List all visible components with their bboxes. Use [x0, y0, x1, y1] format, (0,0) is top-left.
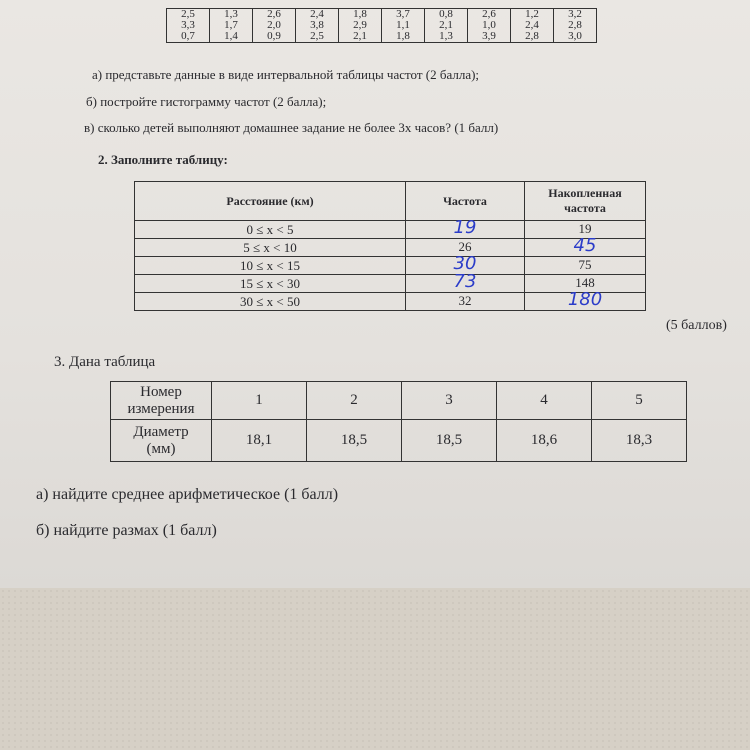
handwritten-answer: 30 — [453, 253, 477, 274]
frequency-cell — [406, 217, 525, 239]
cumulative-cell: 148 — [525, 275, 646, 293]
row-label-measurement: Номер измерения — [111, 382, 212, 420]
table-row — [111, 420, 687, 462]
frequency-cell: 32 — [406, 293, 525, 311]
frequency-table — [134, 181, 646, 311]
data-cell: 1,3 1,7 1,4 — [210, 9, 253, 43]
cumulative-cell — [525, 235, 646, 257]
row-label-diameter: Диаметр (мм) — [111, 420, 212, 462]
interval-cell: 10 ≤ x < 15 — [135, 257, 406, 275]
table-row — [135, 293, 646, 311]
cumulative-cell — [525, 289, 646, 311]
column-header-distance: Расстояние (км) — [135, 182, 406, 221]
measurement-number-cell: 5 — [592, 382, 687, 420]
task3-question-a: а) найдите среднее арифметическое (1 балл) — [36, 486, 339, 503]
frequency-cell — [406, 271, 525, 293]
data-cell: 2,6 2,0 0,9 — [253, 9, 296, 43]
interval-cell: 0 ≤ x < 5 — [135, 221, 406, 239]
data-cell: 0,8 2,1 1,3 — [425, 9, 468, 43]
handwritten-answer: 180 — [567, 289, 603, 310]
measurement-number-cell: 3 — [402, 382, 497, 420]
cumulative-cell: 75 — [525, 257, 646, 275]
data-cell: 1,2 2,4 2,8 — [511, 9, 554, 43]
diameter-value-cell: 18,3 — [592, 420, 687, 462]
background-surface — [0, 588, 750, 750]
handwritten-answer: 45 — [573, 235, 597, 256]
data-cell: 2,4 3,8 2,5 — [296, 9, 339, 43]
diameter-value-cell: 18,5 — [307, 420, 402, 462]
task2-points: (5 баллов) — [666, 318, 727, 333]
column-header-frequency: Частота — [406, 182, 525, 221]
task3-heading: 3. Дана таблица — [54, 354, 156, 370]
data-cell: 2,6 1,0 3,9 — [468, 9, 511, 43]
measurement-number-cell: 2 — [307, 382, 402, 420]
task3-question-b: б) найдите размах (1 балл) — [36, 522, 217, 539]
frequency-cell: 26 — [406, 239, 525, 257]
data-cell: 3,7 1,1 1,8 — [382, 9, 425, 43]
table-row — [111, 382, 687, 420]
diameter-value-cell: 18,6 — [497, 420, 592, 462]
data-cell: 3,2 2,8 3,0 — [554, 9, 597, 43]
diameter-table — [110, 381, 687, 462]
table-row — [135, 221, 646, 239]
diameter-value-cell: 18,5 — [402, 420, 497, 462]
task1-question-c: в) сколько детей выполняют домашнее задание не более 3х часов? (1 балл) — [84, 120, 499, 135]
column-header-cumulative: Накопленная частота — [525, 182, 646, 221]
interval-cell: 15 ≤ x < 30 — [135, 275, 406, 293]
diameter-value-cell: 18,1 — [212, 420, 307, 462]
table-row — [135, 239, 646, 257]
task2-heading: 2. Заполните таблицу: — [98, 152, 228, 167]
cumulative-cell: 19 — [525, 221, 646, 239]
measurement-number-cell: 4 — [497, 382, 592, 420]
data-cell: 2,5 3,3 0,7 — [167, 9, 210, 43]
interval-cell: 30 ≤ x < 50 — [135, 293, 406, 311]
task1-question-b: б) постройте гистограмму частот (2 балла); — [86, 94, 327, 109]
measurement-number-cell: 1 — [212, 382, 307, 420]
handwritten-answer: 19 — [453, 217, 477, 238]
interval-cell: 5 ≤ x < 10 — [135, 239, 406, 257]
data-cell: 1,8 2,9 2,1 — [339, 9, 382, 43]
handwritten-answer: 73 — [453, 271, 477, 292]
hours-data-table — [166, 8, 597, 43]
task1-question-a: а) представьте данные в виде интервальной таблицы частот (2 балла); — [92, 67, 480, 82]
table-row — [135, 257, 646, 275]
